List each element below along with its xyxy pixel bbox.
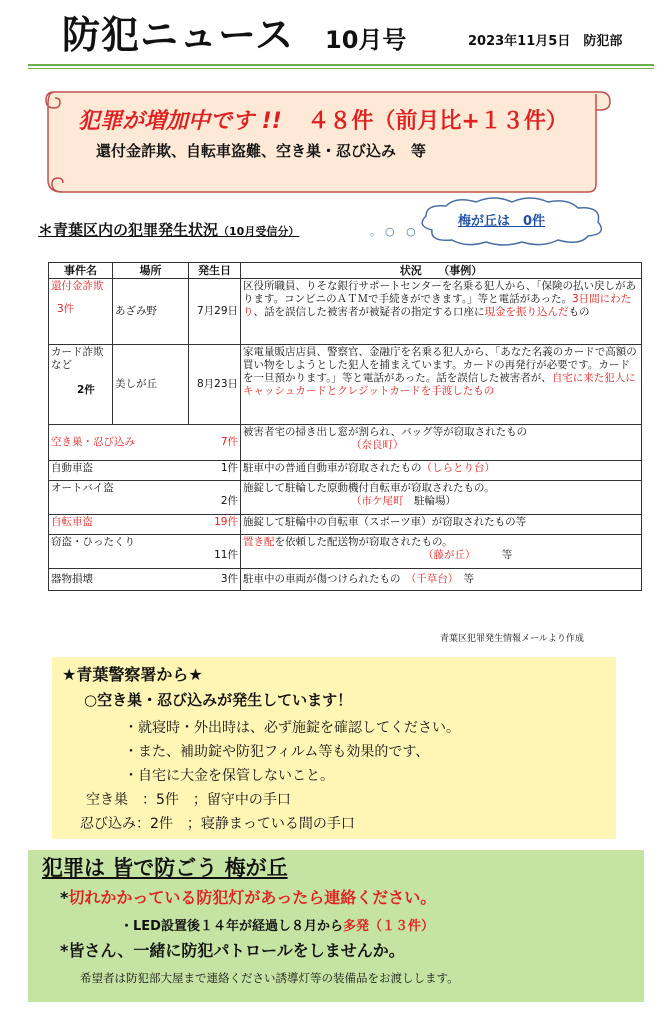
situation-highlight: 現金を振り込んだ	[484, 306, 569, 318]
date-cell: 7月29日	[189, 279, 241, 345]
situation-highlight: （千草台）	[411, 573, 453, 585]
incident-count: 2件	[77, 384, 95, 396]
scroll-banner	[40, 84, 612, 194]
situation-text: 駐車中の車両が傷つけられたもの	[243, 573, 401, 585]
situation-text: 施錠して駐輪した原動機付自転車が窃取されたもの。	[243, 482, 495, 494]
police-stat: 空き巣 ：5件 ；留守中の手口	[86, 792, 291, 808]
police-notice-title: ★青葉警察署から★	[62, 665, 203, 684]
section-title-note: （10月受信分）	[218, 225, 300, 238]
police-tip: ・自宅に大金を保管しないこと。	[124, 768, 334, 784]
situation-cell	[241, 425, 642, 461]
incident-cell	[49, 279, 113, 345]
situation-highlight: （市ケ尾町	[351, 495, 404, 507]
incident-cell	[49, 515, 241, 535]
table-row	[49, 535, 642, 569]
header-rule-thin	[28, 68, 654, 69]
incident-cell	[49, 535, 241, 569]
section-title	[38, 219, 299, 240]
incident-cell	[49, 569, 241, 591]
table-row	[49, 425, 642, 461]
situation-highlight: （藤が丘）	[423, 549, 471, 561]
cloud-text: 梅が丘は 0件	[458, 214, 546, 229]
police-tip: ・就寝時・外出時は、必ず施錠を確認してください。	[124, 720, 460, 736]
banner-count: ４８件（前月比+１３件）	[307, 109, 568, 134]
campaign-line-contact: 希望者は防犯部大屋まで連絡ください誘導灯等の装備品をお渡しします。	[80, 971, 459, 985]
situation-highlight: 置き配	[243, 536, 275, 548]
incident-count: 11件	[214, 549, 238, 561]
situation-text: 家電量販店店員、警察官、金融庁を名乗る犯人から、「あなた名義のカードで高額の買い物をしようとした犯人を捕まえています。カードの再発行が必要です。カードを一旦預かります。」等と電話があった。話を誤信した被害者が、	[243, 346, 637, 384]
incident-count: 3件	[220, 573, 238, 585]
campaign-line-highlight: 多発（１３件）	[342, 919, 434, 934]
police-stat: 忍び込み：2件 ；寝静まっている間の手口	[80, 816, 355, 832]
header-incident: 事件名	[49, 263, 113, 279]
table-header-row	[49, 263, 642, 279]
situation-cell: 施錠して駐輪中の自転車（スポーツ車）が窃取されたもの等	[241, 515, 642, 535]
police-notice-subtitle: ○空き巣・忍び込みが発生しています！	[84, 691, 353, 709]
situation-text: 駐車中の普通自動車が窃取されたもの	[243, 462, 422, 474]
situation-highlight: （しらとり台）	[421, 462, 495, 474]
incident-name: 窃盗・ひったくり	[51, 536, 135, 548]
police-tip: ・また、補助錠や防犯フィルム等も効果的です、	[124, 744, 430, 760]
header-date: 発生日	[189, 263, 241, 279]
incident-name: カード詐欺など	[51, 346, 104, 371]
incident-name: 自転車盗	[51, 516, 93, 528]
campaign-line-text: ・LED設置後１４年が経過し８月から	[120, 919, 343, 934]
header-situation: 状況 （事例）	[241, 263, 642, 279]
thought-circles: 。○ ○	[370, 225, 420, 238]
incident-name: 還付金詐欺	[51, 280, 104, 292]
incident-cell	[49, 425, 241, 461]
situation-highlight: （奈良町）	[351, 439, 404, 451]
situation-cell	[241, 569, 642, 591]
place-cell: 美しが丘	[113, 345, 189, 425]
situation-cell	[241, 535, 642, 569]
incident-name: オートバイ盗	[51, 482, 114, 494]
situation-text: 駐輪場）	[414, 495, 456, 507]
incident-name: 器物損壊	[51, 573, 93, 585]
incident-count: 2件	[220, 495, 238, 507]
table-row	[49, 279, 642, 345]
banner-headline	[78, 104, 568, 135]
campaign-bullet: *	[60, 888, 69, 907]
incident-name: 自動車盗	[51, 462, 93, 474]
header-place: 場所	[113, 263, 189, 279]
incident-cell	[49, 345, 113, 425]
issue-label: 10月号	[325, 26, 407, 54]
campaign-line-text: 切れかかっている防犯灯があったら連絡ください。	[68, 888, 437, 907]
situation-highlight: 自宅に来た犯人にキャッシュカードとクレジットカードを手渡したもの	[243, 372, 636, 397]
campaign-title: 犯罪は 皆で防ごう 梅が丘	[42, 856, 288, 880]
incident-cell	[49, 461, 241, 481]
situation-cell	[241, 481, 642, 515]
situation-text: 区役所職員、りそな銀行サポートセンターを名乗る犯人から、「保険の払い戻しがあります。コンビニのＡＴＭで手続きができます。」等と電話があった。	[243, 280, 637, 305]
campaign-line-patrol: *皆さん、一緒に防犯パトロールをしませんか。	[60, 941, 405, 960]
situation-cell	[241, 461, 642, 481]
situation-text: 被害者宅の掃き出し窓が割られ、バッグ等が窃取されたもの	[243, 426, 528, 438]
source-note: 青葉区犯罪発生情報メールより作成	[440, 634, 584, 644]
table-row	[49, 481, 642, 515]
incident-cell	[49, 481, 241, 515]
incident-count: 3件	[57, 303, 75, 315]
situation-text: もの	[568, 306, 590, 318]
situation-text: を依頼した配送物が窃取されたもの。	[274, 536, 453, 548]
table-row	[49, 569, 642, 591]
table-row	[49, 515, 642, 535]
section-title-text: ＊青葉区内の犯罪発生状況	[38, 221, 219, 239]
incident-count: 19件	[214, 516, 238, 528]
banner-subline: 還付金詐欺、自転車盗難、空き巣・忍び込み 等	[96, 142, 427, 160]
situation-cell	[241, 345, 642, 425]
situation-text: 等	[463, 573, 474, 585]
date-cell: 8月23日	[189, 345, 241, 425]
page-title: 防犯ニュース	[62, 13, 295, 57]
campaign-line-led	[120, 915, 434, 934]
publication-date: 2023年11月5日 防犯部	[468, 34, 623, 49]
incident-count: 7件	[220, 436, 238, 448]
table-row	[49, 461, 642, 481]
incident-name: 空き巣・忍び込み	[51, 436, 135, 448]
header-rule	[28, 64, 654, 66]
situation-cell	[241, 279, 642, 345]
campaign-line-streetlight	[60, 885, 436, 908]
crime-table	[48, 262, 642, 591]
place-cell: あざみ野	[113, 279, 189, 345]
situation-highlight: 3日間にわたり	[243, 293, 632, 318]
banner-headline-text: 犯罪が増加中です !!	[78, 109, 282, 134]
situation-text: 、話を誤信した被害者が被疑者の指定する口座に	[253, 306, 485, 318]
table-row	[49, 345, 642, 425]
situation-text: 等	[501, 549, 513, 561]
incident-count: 1件	[220, 462, 238, 474]
